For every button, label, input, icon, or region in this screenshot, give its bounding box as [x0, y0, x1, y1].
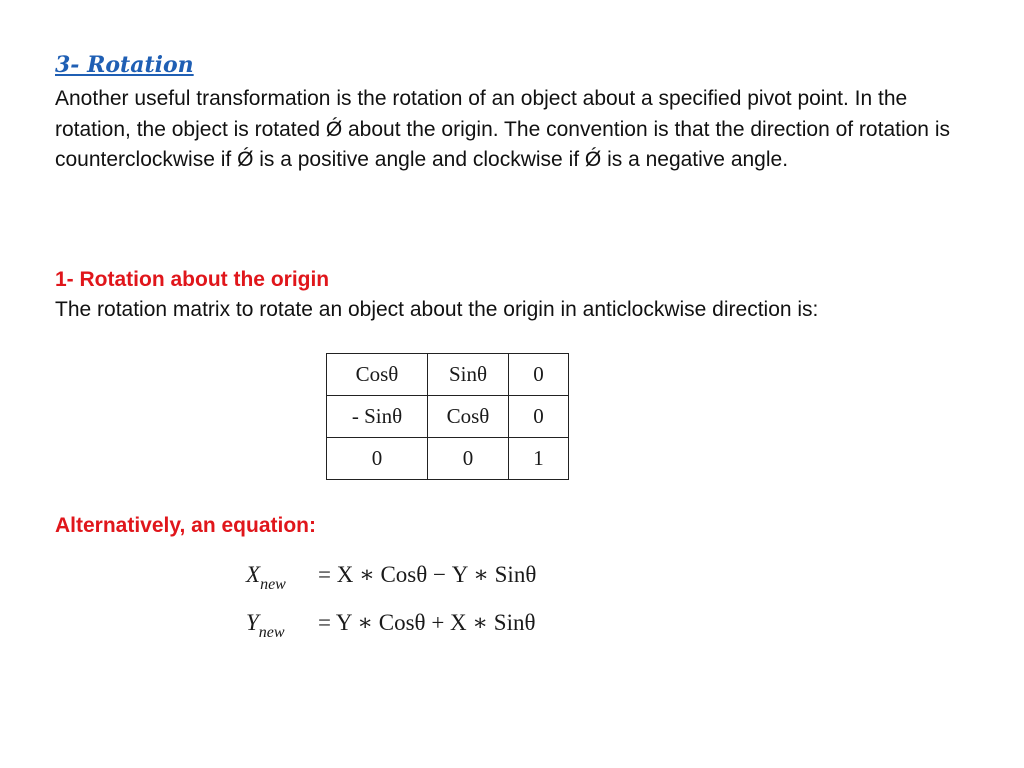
intro-paragraph: Another useful transformation is the rotation of an object about a specified pivot point. In the rotation, the object is rotated Ǿ about the origin. The convention is that the direction of rotation is counterclockwise if Ǿ is a positive angle and clockwise if Ǿ is a negative angle. — [55, 87, 950, 171]
equation-lhs — [246, 610, 318, 642]
lhs-variable: Y — [246, 610, 259, 635]
matrix-description: The rotation matrix to rotate an object about the origin in anticlockwise direction is: — [55, 298, 819, 321]
rotation-equations — [246, 562, 536, 658]
rotation-matrix-table — [326, 353, 569, 480]
equation-y — [246, 610, 536, 658]
equation-lhs — [246, 562, 318, 594]
matrix-cell: 0 — [327, 438, 428, 480]
equation-rhs: = X ∗ Cosθ − Y ∗ Sinθ — [318, 562, 537, 587]
lhs-variable: X — [246, 562, 261, 587]
matrix-cell: - Sinθ — [327, 396, 428, 438]
matrix-cell: Cosθ — [428, 396, 509, 438]
section-title-link[interactable]: 3- Rotation — [55, 52, 194, 78]
matrix-cell: 0 — [509, 396, 569, 438]
origin-rotation-heading: 1- Rotation about the origin — [55, 268, 330, 291]
lhs-subscript: new — [258, 624, 285, 641]
equation-rhs: = Y ∗ Cosθ + X ∗ Sinθ — [318, 610, 536, 635]
matrix-row — [327, 354, 569, 396]
equation-x — [246, 562, 536, 610]
alternative-equation-heading: Alternatively, an equation: — [55, 514, 316, 537]
matrix-cell: Cosθ — [327, 354, 428, 396]
matrix-row — [327, 438, 569, 480]
matrix-cell: 1 — [509, 438, 569, 480]
matrix-cell: 0 — [509, 354, 569, 396]
matrix-row — [327, 396, 569, 438]
matrix-cell: 0 — [428, 438, 509, 480]
matrix-cell: Sinθ — [428, 354, 509, 396]
lhs-subscript: new — [260, 576, 286, 593]
